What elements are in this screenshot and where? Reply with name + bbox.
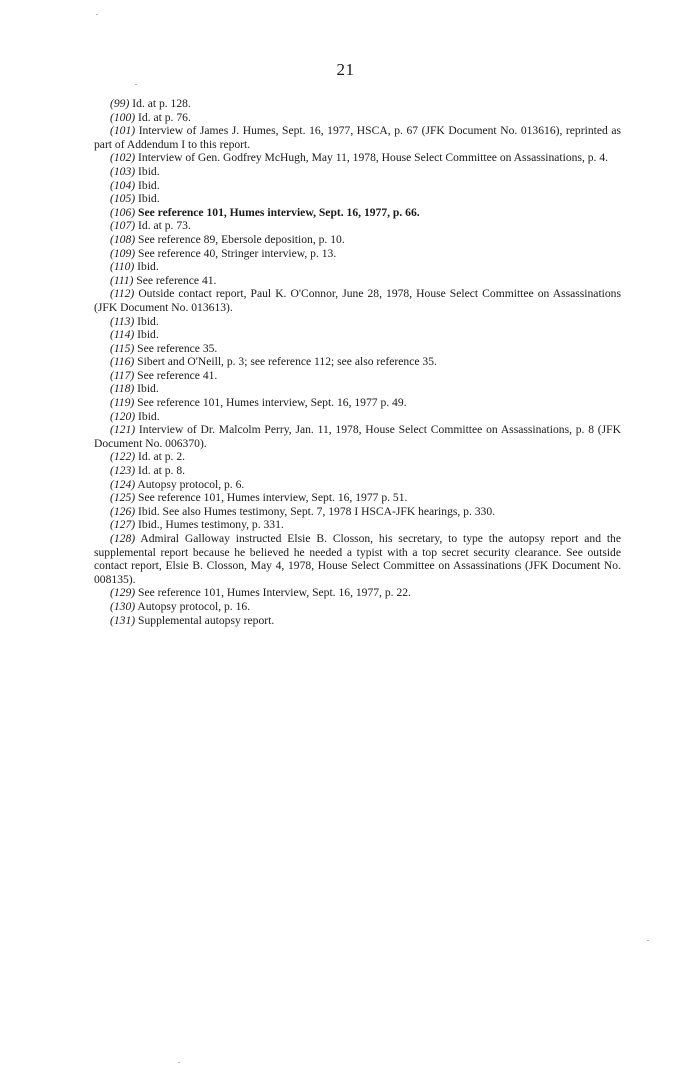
endnote — [94, 179, 621, 193]
endnote — [94, 328, 621, 342]
endnote-number: (128) — [110, 532, 136, 545]
endnote-text: Ibid. — [137, 314, 159, 328]
endnote — [94, 586, 621, 600]
endnotes-list — [94, 97, 621, 627]
endnote-number: (102) — [110, 151, 136, 165]
endnote-text: See reference 101, Humes interview, Sept. 16, 1977 p. 49. — [137, 396, 407, 410]
endnote-text: Ibid. — [137, 382, 159, 396]
endnote-number: (105) — [110, 192, 136, 206]
endnote — [94, 491, 621, 505]
endnote — [94, 274, 621, 288]
endnote-number: (119) — [110, 396, 135, 410]
endnote-text: See reference 40, Stringer interview, p. 13. — [138, 246, 337, 260]
endnote-number: (122) — [110, 450, 136, 464]
endnote — [94, 396, 621, 410]
endnote-text: Sibert and O'Neill, p. 3; see reference 112; see also reference 35. — [137, 355, 437, 369]
endnote-text: Id. at p. 73. — [138, 219, 191, 233]
endnote-number: (126) — [110, 504, 136, 518]
endnote — [94, 369, 621, 383]
endnote-text: See reference 35. — [137, 341, 218, 355]
endnote-text: See reference 41. — [137, 368, 218, 382]
endnote-number: (114) — [110, 328, 135, 342]
endnote-text: Ibid. — [138, 164, 160, 178]
endnote — [94, 355, 621, 369]
endnote-text: Ibid. — [138, 409, 160, 423]
endnote-text: Id. at p. 128. — [132, 97, 191, 110]
endnote-number: (100) — [110, 110, 136, 124]
endnote-number: (112) — [110, 287, 135, 301]
endnote — [94, 532, 621, 586]
endnote-number: (127) — [110, 518, 136, 532]
endnote-text: See reference 41. — [136, 273, 217, 287]
endnote-text: See reference 101, Humes interview, Sept. 16, 1977 p. 51. — [138, 491, 408, 505]
endnote-number: (123) — [110, 464, 136, 478]
endnote-number: (124) — [110, 477, 136, 491]
endnote-number: (106) — [110, 205, 136, 219]
scan-speck — [135, 84, 137, 85]
endnote-text: Interview of Dr. Malcolm Perry, Jan. 11, 1978, House Select Committee on Assassinations, p. 8 (JFK Document No. 006370). — [94, 423, 621, 450]
endnote-number: (110) — [110, 260, 135, 274]
endnote-text: Id. at p. 76. — [138, 110, 191, 124]
scan-speck — [647, 940, 649, 941]
endnote — [94, 165, 621, 179]
endnote — [94, 342, 621, 356]
endnote-number: (107) — [110, 219, 136, 233]
page-number: 21 — [336, 60, 355, 79]
endnote-text: Ibid. — [138, 178, 160, 192]
endnote — [94, 600, 621, 614]
endnote-number: (120) — [110, 409, 136, 423]
endnote-number: (111) — [110, 273, 134, 287]
endnote-number: (103) — [110, 164, 136, 178]
endnote — [94, 219, 621, 233]
endnote-text: Ibid. — [137, 328, 159, 342]
endnote-number: (108) — [110, 232, 136, 246]
endnote — [94, 315, 621, 329]
endnote — [94, 382, 621, 396]
endnote-text: Outside contact report, Paul K. O'Connor, June 28, 1978, House Select Committee on Assassinations (JFK Document No. 013613). — [94, 287, 621, 314]
endnote-text: Interview of James J. Humes, Sept. 16, 1977, HSCA, p. 67 (JFK Document No. 013616), reprinted as part of Addendum I to this report. — [94, 124, 621, 151]
endnote-number: (129) — [110, 586, 136, 600]
endnote-number: (121) — [110, 423, 136, 437]
endnote-number: (99) — [110, 97, 130, 110]
endnote-number: (125) — [110, 491, 136, 505]
endnote-text: Autopsy protocol, p. 6. — [137, 477, 245, 491]
endnote-number: (130) — [110, 599, 136, 613]
endnote-number: (118) — [110, 382, 135, 396]
endnote-number: (115) — [110, 341, 135, 355]
endnote — [94, 464, 621, 478]
scan-speck — [96, 14, 98, 15]
endnote — [94, 450, 621, 464]
endnote — [94, 97, 621, 111]
endnote — [94, 614, 621, 628]
endnote-text: Id. at p. 2. — [138, 450, 186, 464]
endnote-text: Supplemental autopsy report. — [138, 613, 275, 627]
endnote — [94, 478, 621, 492]
scan-speck — [178, 1062, 180, 1063]
endnote-text: Ibid. — [138, 192, 160, 206]
endnote-number: (131) — [110, 613, 136, 627]
endnote-text: Interview of Gen. Godfrey McHugh, May 11, 1978, House Select Committee on Assassinations, p. 4. — [138, 151, 609, 165]
endnote — [94, 206, 621, 220]
endnote-text: Ibid. — [137, 260, 159, 274]
endnote-text: Admiral Galloway instructed Elsie B. Closson, his secretary, to type the autopsy report and the supplemental report because he believed he needed a typist with a top secret security clearance. See outside contact report, Elsie B. Closson, May 4, 1978, House Select Committee on Assassinations (JFK Document No. 008135). — [94, 532, 622, 586]
endnote-number: (104) — [110, 178, 136, 192]
endnote — [94, 151, 621, 165]
endnote-number: (109) — [110, 246, 136, 260]
endnote — [94, 260, 621, 274]
endnote — [94, 423, 621, 450]
endnote — [94, 410, 621, 424]
endnote-text: Ibid., Humes testimony, p. 331. — [138, 518, 284, 532]
endnote-number: (101) — [110, 124, 136, 138]
endnote-text: See reference 101, Humes Interview, Sept. 16, 1977, p. 22. — [138, 586, 411, 600]
endnote-text: See reference 89, Ebersole deposition, p. 10. — [138, 232, 345, 246]
endnote — [94, 124, 621, 151]
endnote — [94, 111, 621, 125]
endnote — [94, 287, 621, 314]
endnote-text: Ibid. See also Humes testimony, Sept. 7, 1978 I HSCA-JFK hearings, p. 330. — [138, 504, 496, 518]
endnote — [94, 505, 621, 519]
endnote-text: Autopsy protocol, p. 16. — [137, 599, 251, 613]
endnote — [94, 192, 621, 206]
endnote-number: (117) — [110, 368, 135, 382]
endnote — [94, 233, 621, 247]
endnote — [94, 247, 621, 261]
endnote-text: Id. at p. 8. — [138, 464, 186, 478]
endnote-number: (113) — [110, 314, 135, 328]
endnote-text: See reference 101, Humes interview, Sept. 16, 1977, p. 66. — [138, 205, 420, 219]
endnote — [94, 518, 621, 532]
endnote-number: (116) — [110, 355, 135, 369]
